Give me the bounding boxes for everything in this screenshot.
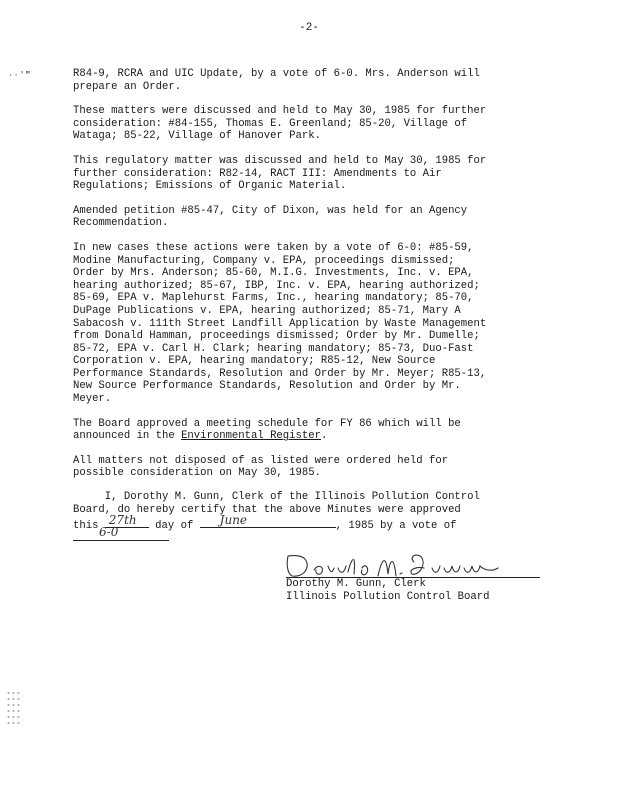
paragraph-matters-held: All matters not disposed of as listed were ordered held for possible consideration on May 30, 1985. <box>73 454 449 480</box>
schedule-text-after: . <box>320 430 328 443</box>
signer-block <box>286 578 489 603</box>
paragraph-rcra-update: R84-9, RCRA and UIC Update, by a vote of 6-0. Mrs. Anderson will prepare an Order. <box>73 68 480 93</box>
cert-line-2: Board, do hereby certify that the above Minutes were approved <box>73 503 461 516</box>
signer-name: Dorothy M. Gunn, Clerk <box>286 578 426 590</box>
paragraph-regulatory-matter: This regulatory matter was discussed and held to May 30, 1985 for further consideration: R82-14, RACT III: Amendments to Air Regulations; Emissions of Organic Material. <box>73 154 487 193</box>
paragraph-new-cases: In new cases these actions were taken by a vote of 6-0: #85-59, Modine Manufacturing, Company v. EPA, proceedings dismissed; Order by Mrs. Anderson; 85-60, M.I.G. Investments, Inc. v. EPA, hearing authorized; 85-67, IBP, Inc. v. EPA, hearing authorized; 85-69, EPA v. Maplehurst Farms, Inc., hearing mandatory; 85-70, DuPage Publications v. EPA, hearing authorized; 85-71, Mary A Sabacosh v. 111th Street Landfill Application by Waste Management from Donald Hamman, proceedings dismissed; Order by Mr. Dumelle; 85-72, EPA v. Carl H. Clark; hearing mandatory; 85-73, Duo-Fast Corporation v. EPA, hearing mandatory; R85-12, New Source Performance Standards, Resolution and Order by Mr. Meyer; R85-13, New Source Performance Standards, Resolution and Order by Mr. Meyer. <box>73 241 487 406</box>
clerk-certification <box>73 491 553 541</box>
paragraph-meeting-schedule <box>73 418 553 443</box>
margin-mark: ··′‴ <box>8 71 32 80</box>
paragraph-amended-petition: Amended petition #85-47, City of Dixon, was held for an Agency Recommendation. <box>73 204 468 230</box>
day-handwritten: 27th <box>108 512 137 527</box>
vote-handwritten: 6-0 <box>99 525 119 540</box>
cert-line-1: I, Dorothy M. Gunn, Clerk of the Illinois Pollution Control <box>73 491 480 503</box>
cert-this: this <box>73 520 105 533</box>
signer-organization: Illinois Pollution Control Board <box>286 590 490 603</box>
month-handwritten: June <box>219 512 248 527</box>
paragraph-held-matters: These matters were discussed and held to May 30, 1985 for further consideration: #84-155, Thomas E. Greenland; 85-20, Village of Wataga; 85-22, Village of Hanover Park. <box>73 105 487 143</box>
scan-speckle <box>6 690 22 724</box>
cert-year-vote: , 1985 by a vote of <box>335 520 457 533</box>
page-number: -2- <box>299 22 319 34</box>
month-blank <box>200 512 336 528</box>
environmental-register-title: Environmental Register <box>181 430 321 443</box>
schedule-text-before: The Board approved a meeting schedule for FY 86 which will be announced in the <box>73 417 461 443</box>
cert-day-of: day of <box>148 520 200 533</box>
minutes-body <box>73 68 553 492</box>
